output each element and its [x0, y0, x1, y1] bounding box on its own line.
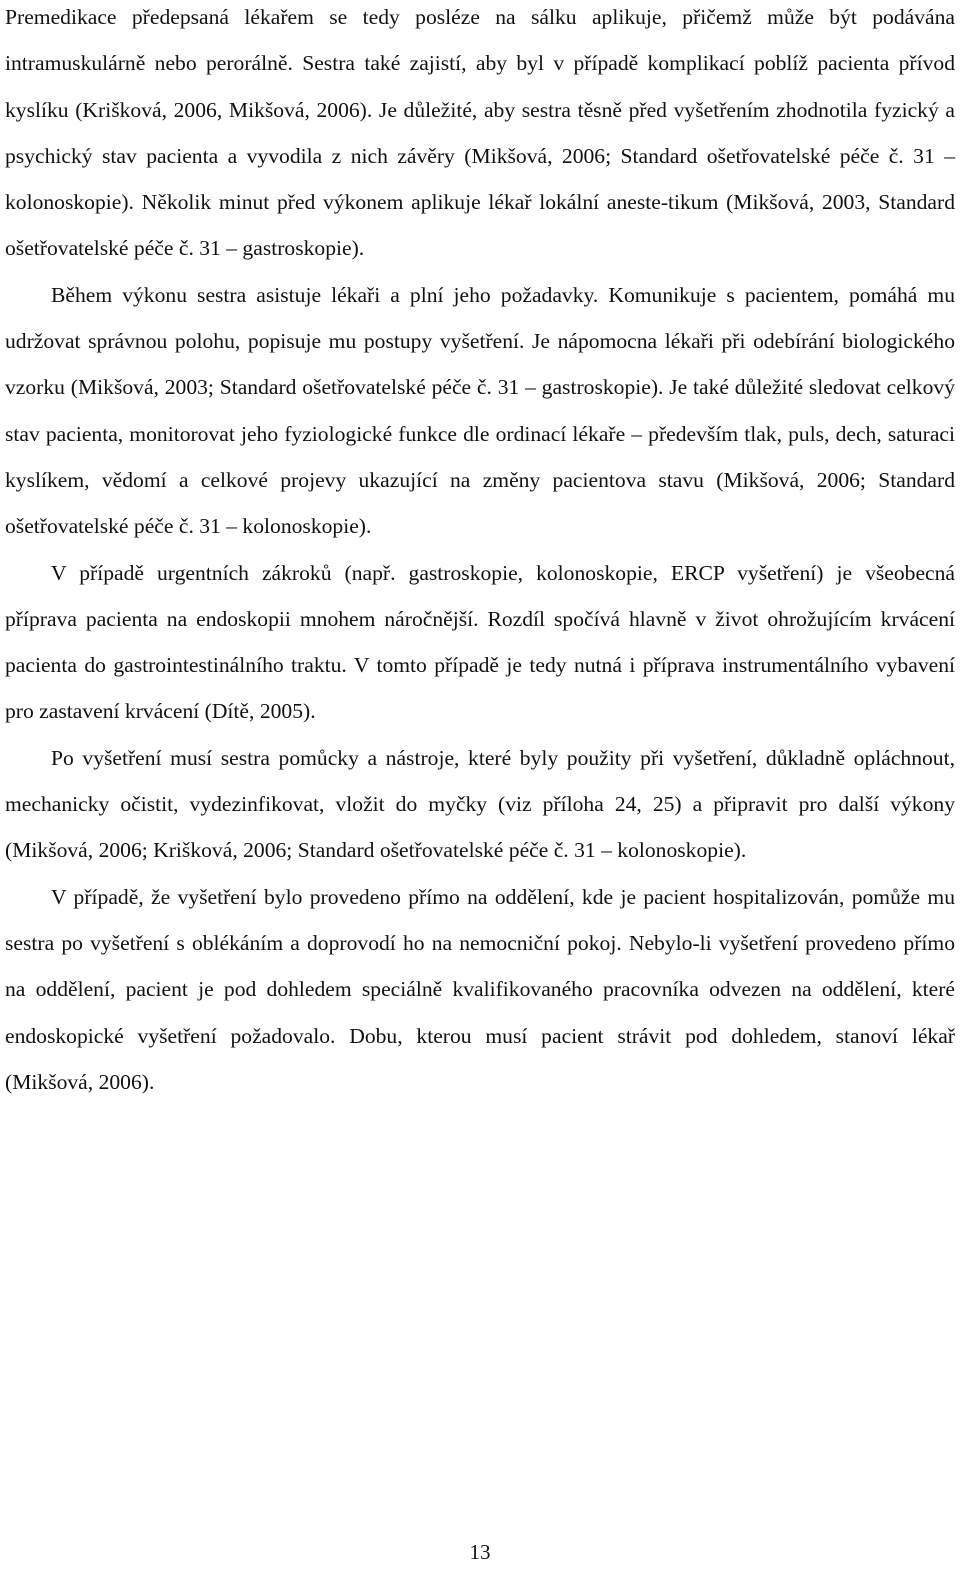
paragraph-after-procedure: Po vyšetření musí sestra pomůcky a nástroje, které byly použity při vyšetření, důkladně opláchnout, mechanicky očistit, vydezinfikovat, vložit do myčky (viz příloha 24, 25) a připravit pro další výkony (Mikšová, 2006; Krišková, 2006; Standard ošetřovatelské péče č. 31 – kolonoskopie). — [5, 745, 955, 863]
paragraph-urgent-procedures: V případě urgentních zákroků (např. gastroskopie, kolonoskopie, ERCP vyšetření) je všeobecná příprava pacienta na endoskopii mnohem náročnější. Rozdíl spočívá hlavně v život ohrožujícím krvácení pacienta do gastrointestinálního traktu. V tomto případě je tedy nutná i příprava instrumentálního vybavení pro zastavení krvácení (Dítě, 2005). — [5, 560, 955, 724]
page-number: 13 — [469, 1540, 491, 1564]
body-text — [5, 0, 955, 1105]
paragraph-ward-return: V případě, že vyšetření bylo provedeno přímo na oddělení, kde je pacient hospitalizován, pomůže mu sestra po vyšetření s oblékáním a doprovodí ho na nemocniční pokoj. Nebylo-li vyšetření provedeno přímo na oddělení, pacient je pod dohledem speciálně kvalifikovaného pracovníka odvezen na oddělení, které endoskopické vyšetření požadovalo. Dobu, kterou musí pacient strávit pod dohledem, stanoví lékař (Mikšová, 2006). — [5, 884, 955, 1094]
paragraph-premedication: Premedikace předepsaná lékařem se tedy posléze na sálku aplikuje, přičemž může být podávána intramuskulárně nebo perorálně. Sestra také zajistí, aby byl v případě komplikací poblíž pacienta přívod kyslíku (Krišková, 2006, Mikšová, 2006). Je důležité, aby sestra těsně před vyšetřením zhodnotila fyzický a psychický stav pacienta a vyvodila z nich závěry (Mikšová, 2006; Standard ošetřovatelské péče č. 31 – kolonoskopie). Několik minut před výkonem aplikuje lékař lokální aneste-tikum (Mikšová, 2003, Standard ošetřovatelské péče č. 31 – gastroskopie). — [5, 5, 955, 261]
paragraph-during-procedure: Během výkonu sestra asistuje lékaři a plní jeho požadavky. Komunikuje s pacientem, pomáhá mu udržovat správnou polohu, popisuje mu postupy vyšetření. Je nápomocna lékaři při odebírání biologického vzorku (Mikšová, 2003; Standard ošetřovatelské péče č. 31 – gastroskopie). Je také důležité sledovat celkový stav pacienta, monitorovat jeho fyziologické funkce dle ordinací lékaře – především tlak, puls, dech, saturaci kyslíkem, vědomí a celkové projevy ukazující na změny pacientova stavu (Mikšová, 2006; Standard ošetřovatelské péče č. 31 – kolonoskopie). — [5, 282, 955, 539]
